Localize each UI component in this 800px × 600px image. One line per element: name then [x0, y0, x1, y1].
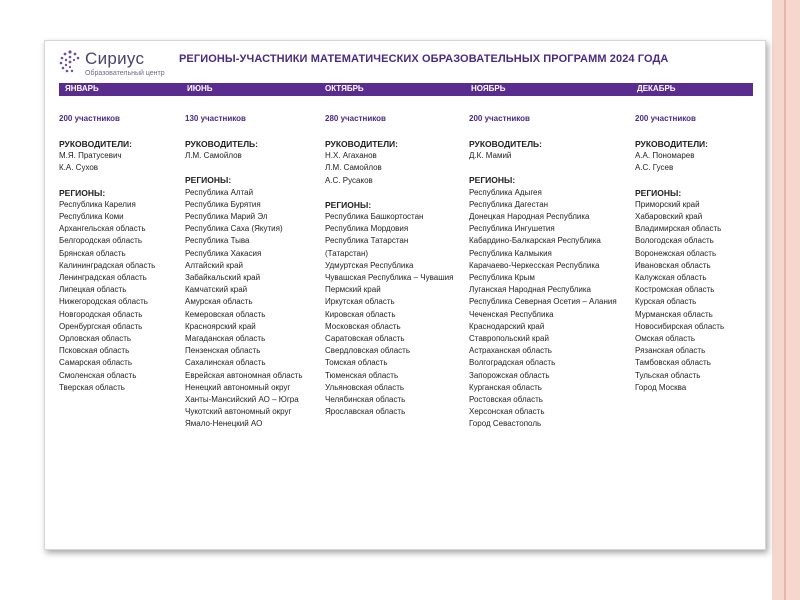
region-item: Ярославская область [325, 407, 406, 417]
column-december [635, 113, 724, 394]
region-item: Забайкальский край [185, 273, 261, 283]
region-item: Нижегородская область [59, 297, 148, 307]
participants-count: 130 участников [185, 114, 246, 123]
logo-name: Сириус [85, 49, 145, 68]
region-item: Свердловская область [325, 346, 410, 356]
column-january [59, 113, 155, 394]
region-item: Владимирская область [635, 224, 722, 234]
region-item: Мурманская область [635, 309, 713, 319]
region-item: Тверская область [59, 382, 125, 392]
region-item: Херсонская область [469, 407, 545, 417]
region-item: Орловская область [59, 334, 132, 344]
region-item: Республика Карелия [59, 199, 136, 209]
month-november: НОЯБРЬ [471, 84, 506, 93]
document-sheet [44, 40, 766, 550]
region-item: Тульская область [635, 370, 701, 380]
region-item: Республика Мордовия [325, 224, 409, 234]
region-item: Республика Марий Эл [185, 212, 268, 222]
region-item: Хабаровский край [635, 212, 703, 222]
leaders-heading: РУКОВОДИТЕЛИ: [325, 139, 399, 149]
region-item: Республика Бурятия [185, 199, 261, 209]
region-item: Астраханская область [469, 346, 552, 356]
region-item: Удмуртская Республика [325, 260, 414, 270]
region-item: Челябинская область [325, 395, 406, 405]
region-item: Луганская Народная Республика [469, 285, 592, 295]
month-header-bar [59, 83, 753, 96]
column-october [325, 113, 453, 418]
region-item: Оренбургская область [59, 321, 143, 331]
region-item: Калужская область [635, 273, 707, 283]
region-item: Рязанская область [635, 346, 706, 356]
region-item: Донецкая Народная Республика [469, 212, 590, 222]
leaders-heading: РУКОВОДИТЕЛЬ: [185, 139, 259, 149]
region-item: Кабардино-Балкарская Республика [469, 236, 601, 246]
leader-name: А.С. Русаков [325, 175, 373, 185]
region-item: Вологодская область [635, 236, 714, 246]
leaders-heading: РУКОВОДИТЕЛЬ: [469, 139, 543, 149]
region-item: Смоленская область [59, 370, 137, 380]
region-item: Тюменская область [325, 370, 399, 380]
region-item: Иркутская область [325, 297, 395, 307]
region-item: Запорожская область [469, 370, 550, 380]
region-item: (Татарстан) [325, 248, 369, 258]
region-item: Магаданская область [185, 334, 266, 344]
region-item: Белгородская область [59, 236, 142, 246]
region-item: Московская область [325, 321, 401, 331]
region-item: Псковская область [59, 346, 130, 356]
region-item: Республика Ингушетия [469, 224, 555, 234]
region-item: Курганская область [469, 382, 542, 392]
region-item: Воронежская область [635, 248, 717, 258]
region-item: Ленинградская область [59, 273, 147, 283]
region-item: Республика Адыгея [469, 187, 542, 197]
region-item: Сахалинская область [185, 358, 266, 368]
leader-name: М.Я. Пратусевич [59, 151, 122, 161]
region-item: Республика Коми [59, 212, 124, 222]
region-item: Новгородская область [59, 309, 143, 319]
region-item: Республика Калмыкия [469, 248, 552, 258]
region-item: Пензенская область [185, 346, 261, 356]
region-item: Красноярский край [185, 321, 256, 331]
region-item: Кировская область [325, 309, 396, 319]
region-item: Курская область [635, 297, 697, 307]
region-item: Республика Северная Осетия – Алания [469, 297, 617, 307]
logo-subtitle: Образовательный центр [85, 70, 165, 77]
region-item: Омская область [635, 334, 696, 344]
regions-heading: РЕГИОНЫ: [59, 187, 106, 198]
column-june [185, 113, 303, 431]
month-december: ДЕКАБРЬ [637, 84, 676, 93]
region-item: Ульяновская область [325, 382, 405, 392]
participants-count: 280 участников [325, 114, 386, 123]
region-item: Волгоградская область [469, 358, 556, 368]
leader-name: Л.М. Самойлов [325, 163, 382, 173]
region-item: Ханты-Мансийский АО – Югра [185, 395, 299, 405]
region-item: Республика Татарстан [325, 236, 409, 246]
region-item: Кемеровская область [185, 309, 266, 319]
region-item: Краснодарский край [469, 321, 545, 331]
region-item: Чувашская Республика – Чувашия [325, 273, 454, 283]
region-item: Чеченская Республика [469, 309, 554, 319]
region-item: Томская область [325, 358, 388, 368]
region-item: Алтайский край [185, 260, 244, 270]
region-item: Республика Хакасия [185, 248, 262, 258]
leader-name: Л.М. Самойлов [185, 151, 242, 161]
region-item: Пермский край [325, 285, 381, 295]
region-item: Новосибирская область [635, 321, 725, 331]
region-item: Город Севастополь [469, 419, 542, 429]
participants-count: 200 участников [59, 114, 120, 123]
region-item: Камчатский край [185, 285, 248, 295]
page-edge-line [784, 0, 786, 600]
document-title: РЕГИОНЫ-УЧАСТНИКИ МАТЕМАТИЧЕСКИХ ОБРАЗОВАТЕЛЬНЫХ ПРОГРАММ 2024 ГОДА [179, 53, 669, 65]
region-item: Республика Крым [469, 273, 535, 283]
leader-name: А.А. Пономарев [635, 151, 695, 161]
region-item: Республика Алтай [185, 187, 254, 197]
leader-name: А.С. Гусев [635, 163, 674, 173]
region-item: Чукотский автономный округ [185, 407, 292, 417]
region-item: Самарская область [59, 358, 133, 368]
region-item: Город Москва [635, 382, 687, 392]
region-item: Ивановская область [635, 260, 711, 270]
column-november [469, 113, 617, 431]
month-january: ЯНВАРЬ [65, 84, 99, 93]
region-item: Республика Тыва [185, 236, 250, 246]
region-item: Амурская область [185, 297, 253, 307]
region-item: Республика Башкортостан [325, 212, 424, 222]
region-item: Республика Саха (Якутия) [185, 224, 283, 234]
region-item: Архангельская область [59, 224, 146, 234]
leader-name: К.А. Сухов [59, 163, 99, 173]
leaders-heading: РУКОВОДИТЕЛИ: [59, 139, 133, 149]
region-item: Ямало-Ненецкий АО [185, 419, 263, 429]
sirius-logo-icon [57, 49, 83, 75]
leader-name: Н.Х. Агаханов [325, 151, 377, 161]
page-edge-band [772, 0, 800, 600]
region-item: Тамбовская область [635, 358, 711, 368]
region-item: Еврейская автономная область [185, 370, 303, 380]
region-item: Саратовская область [325, 334, 405, 344]
region-item: Калининградская область [59, 260, 156, 270]
leader-name: Д.К. Мамий [469, 151, 512, 161]
participants-count: 200 участников [635, 114, 696, 123]
month-october: ОКТЯБРЬ [325, 84, 364, 93]
region-item: Липецкая область [59, 285, 127, 295]
region-item: Костромская область [635, 285, 715, 295]
participants-count: 200 участников [469, 114, 530, 123]
region-item: Брянская область [59, 248, 126, 258]
regions-heading: РЕГИОНЫ: [325, 199, 372, 210]
region-item: Ненецкий автономный округ [185, 382, 291, 392]
region-item: Приморский край [635, 199, 700, 209]
regions-heading: РЕГИОНЫ: [469, 175, 516, 186]
region-item: Ставропольский край [469, 334, 549, 344]
region-item: Республика Дагестан [469, 199, 549, 209]
region-item: Ростовская область [469, 395, 543, 405]
region-item: Карачаево-Черкесская Республика [469, 260, 600, 270]
regions-heading: РЕГИОНЫ: [635, 187, 682, 198]
leaders-heading: РУКОВОДИТЕЛИ: [635, 139, 709, 149]
month-june: ИЮНЬ [187, 84, 213, 93]
regions-heading: РЕГИОНЫ: [185, 175, 232, 186]
